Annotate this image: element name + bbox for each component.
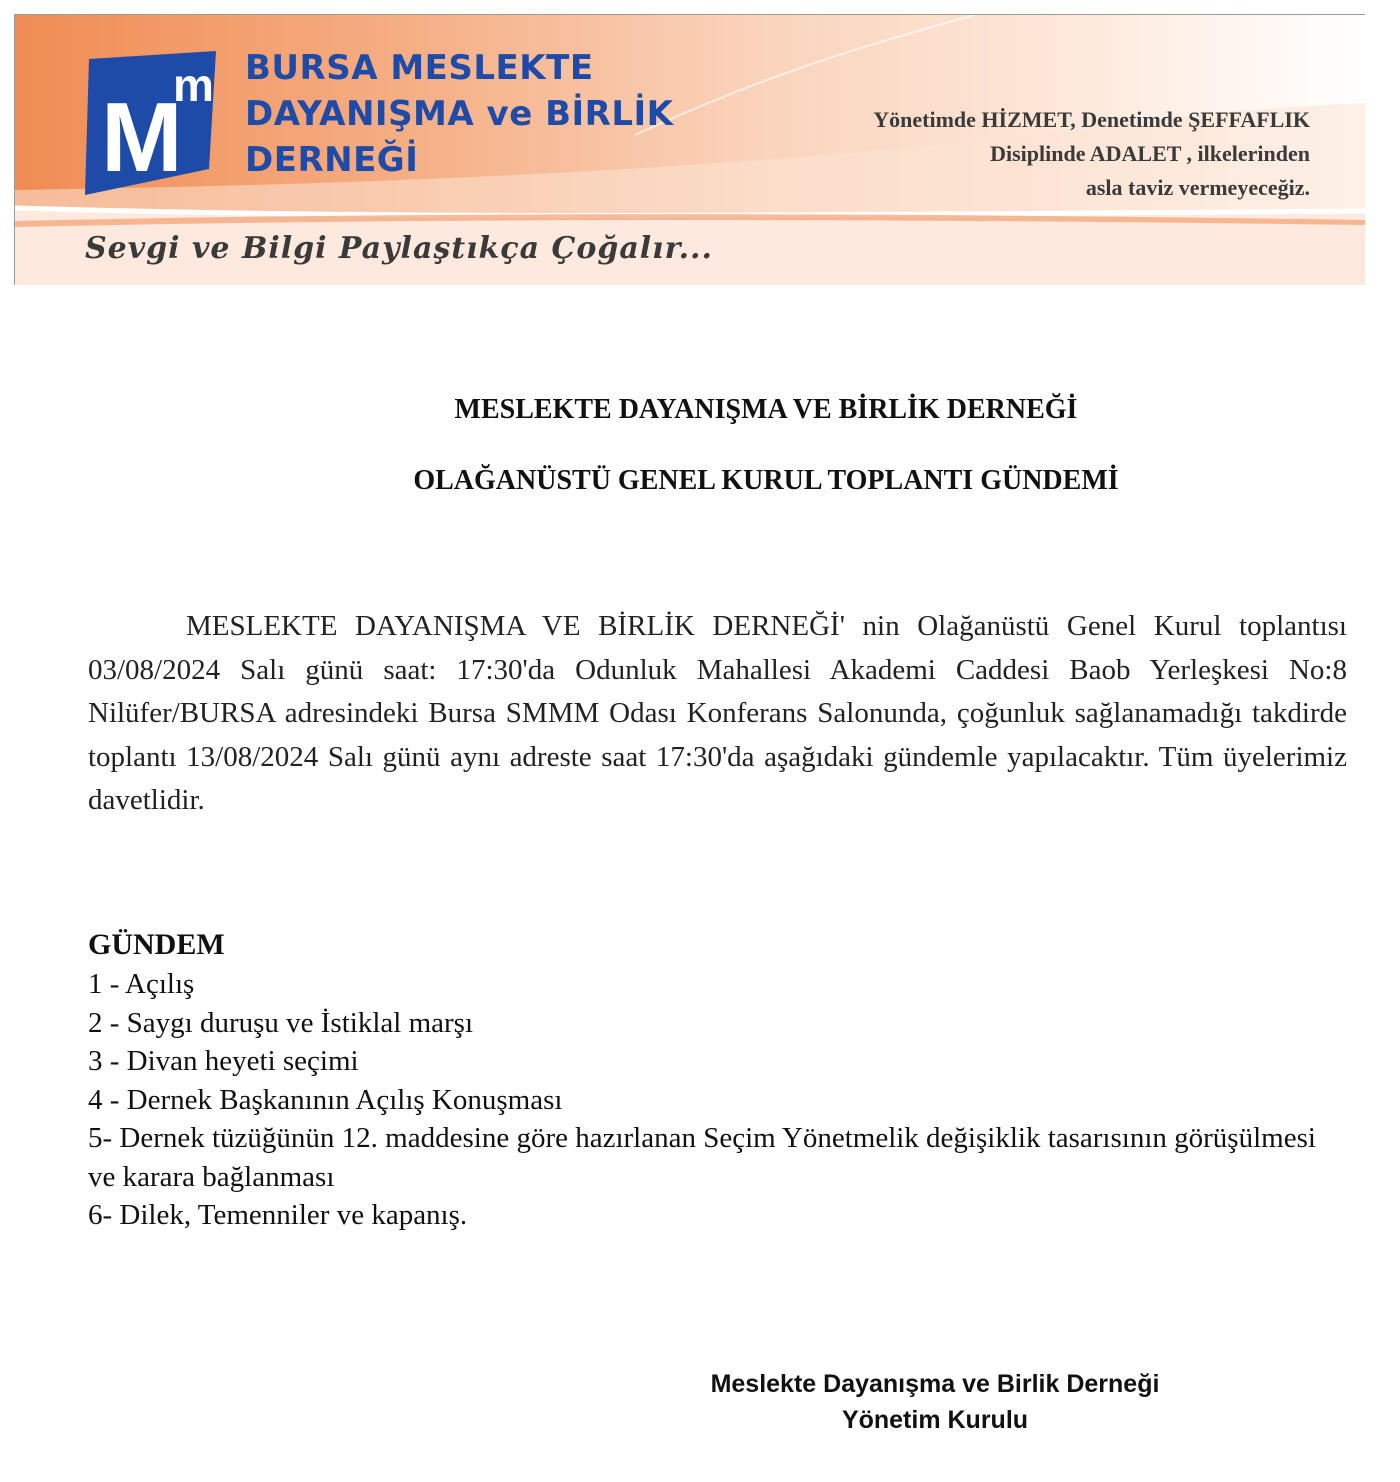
motto-line: asla taviz vermeyeceğiz. [1085, 175, 1310, 200]
intro-paragraph: MESLEKTE DAYANIŞMA VE BİRLİK DERNEĞİ' nin Olağanüstü Genel Kurul toplantısı 03/08/2024 Salı günü saat: 17:30'da Odunluk Mahallesi Akademi Caddesi Baob Yerleşkesi No:8 Nilüfer/BURSA adresindeki Bursa SMMM Odası Konferans Salonunda, çoğunluk sağlanamadığı takdirde toplantı 13/08/2024 Salı günü aynı adreste saat 17:30'da aşağıdaki gündemle yapılacaktır. Tüm üyelerimiz davetlidir. [88, 610, 1347, 816]
agenda-list [88, 965, 1348, 1235]
agenda-item: 6- Dilek, Temenniler ve kapanış. [88, 1199, 468, 1231]
org-name-line: DAYANIŞMA ve BİRLİK [245, 94, 674, 134]
agenda-item: 5- Dernek tüzüğünün 12. maddesine göre hazırlanan Seçim Yönetmelik değişiklik tasarısının görüşülmesi ve karara bağlanması [88, 1122, 1316, 1193]
signature-board: Yönetim Kurulu [841, 1406, 1029, 1434]
motto [873, 103, 1310, 205]
agenda-heading: GÜNDEM [88, 928, 225, 961]
agenda-item: 3 - Divan heyeti seçimi [88, 1045, 359, 1077]
signature-block [655, 1366, 1215, 1438]
document-subtitle: OLAĞANÜSTÜ GENEL KURUL TOPLANTI GÜNDEMİ [413, 465, 1119, 496]
agenda-section [88, 925, 1348, 1235]
motto-line: Yönetimde HİZMET, Denetimde ŞEFFAFLIK [873, 107, 1310, 132]
agenda-item: 4 - Dernek Başkanının Açılış Konuşması [88, 1083, 563, 1116]
org-name-line: BURSA MESLEKTE [245, 48, 594, 88]
motto-line: Disiplinde ADALET , ilkelerinden [990, 141, 1310, 166]
org-name [245, 45, 674, 183]
logo-big-letter: M [101, 82, 183, 192]
org-logo [81, 49, 231, 199]
signature-org: Meslekte Dayanışma ve Birlik Derneği [710, 1370, 1160, 1398]
document-title: MESLEKTE DAYANIŞMA VE BİRLİK DERNEĞİ [454, 394, 1078, 425]
agenda-item: 1 - Açılış [88, 968, 195, 1000]
agenda-item: 2 - Saygı duruşu ve İstiklal marşı [88, 1006, 474, 1039]
logo-small-letter: m [173, 59, 214, 111]
org-name-line: DERNEĞİ [245, 140, 419, 180]
slogan: Sevgi ve Bilgi Paylaştıkça Çoğalır... [85, 231, 713, 266]
letterhead-banner [14, 14, 1365, 285]
